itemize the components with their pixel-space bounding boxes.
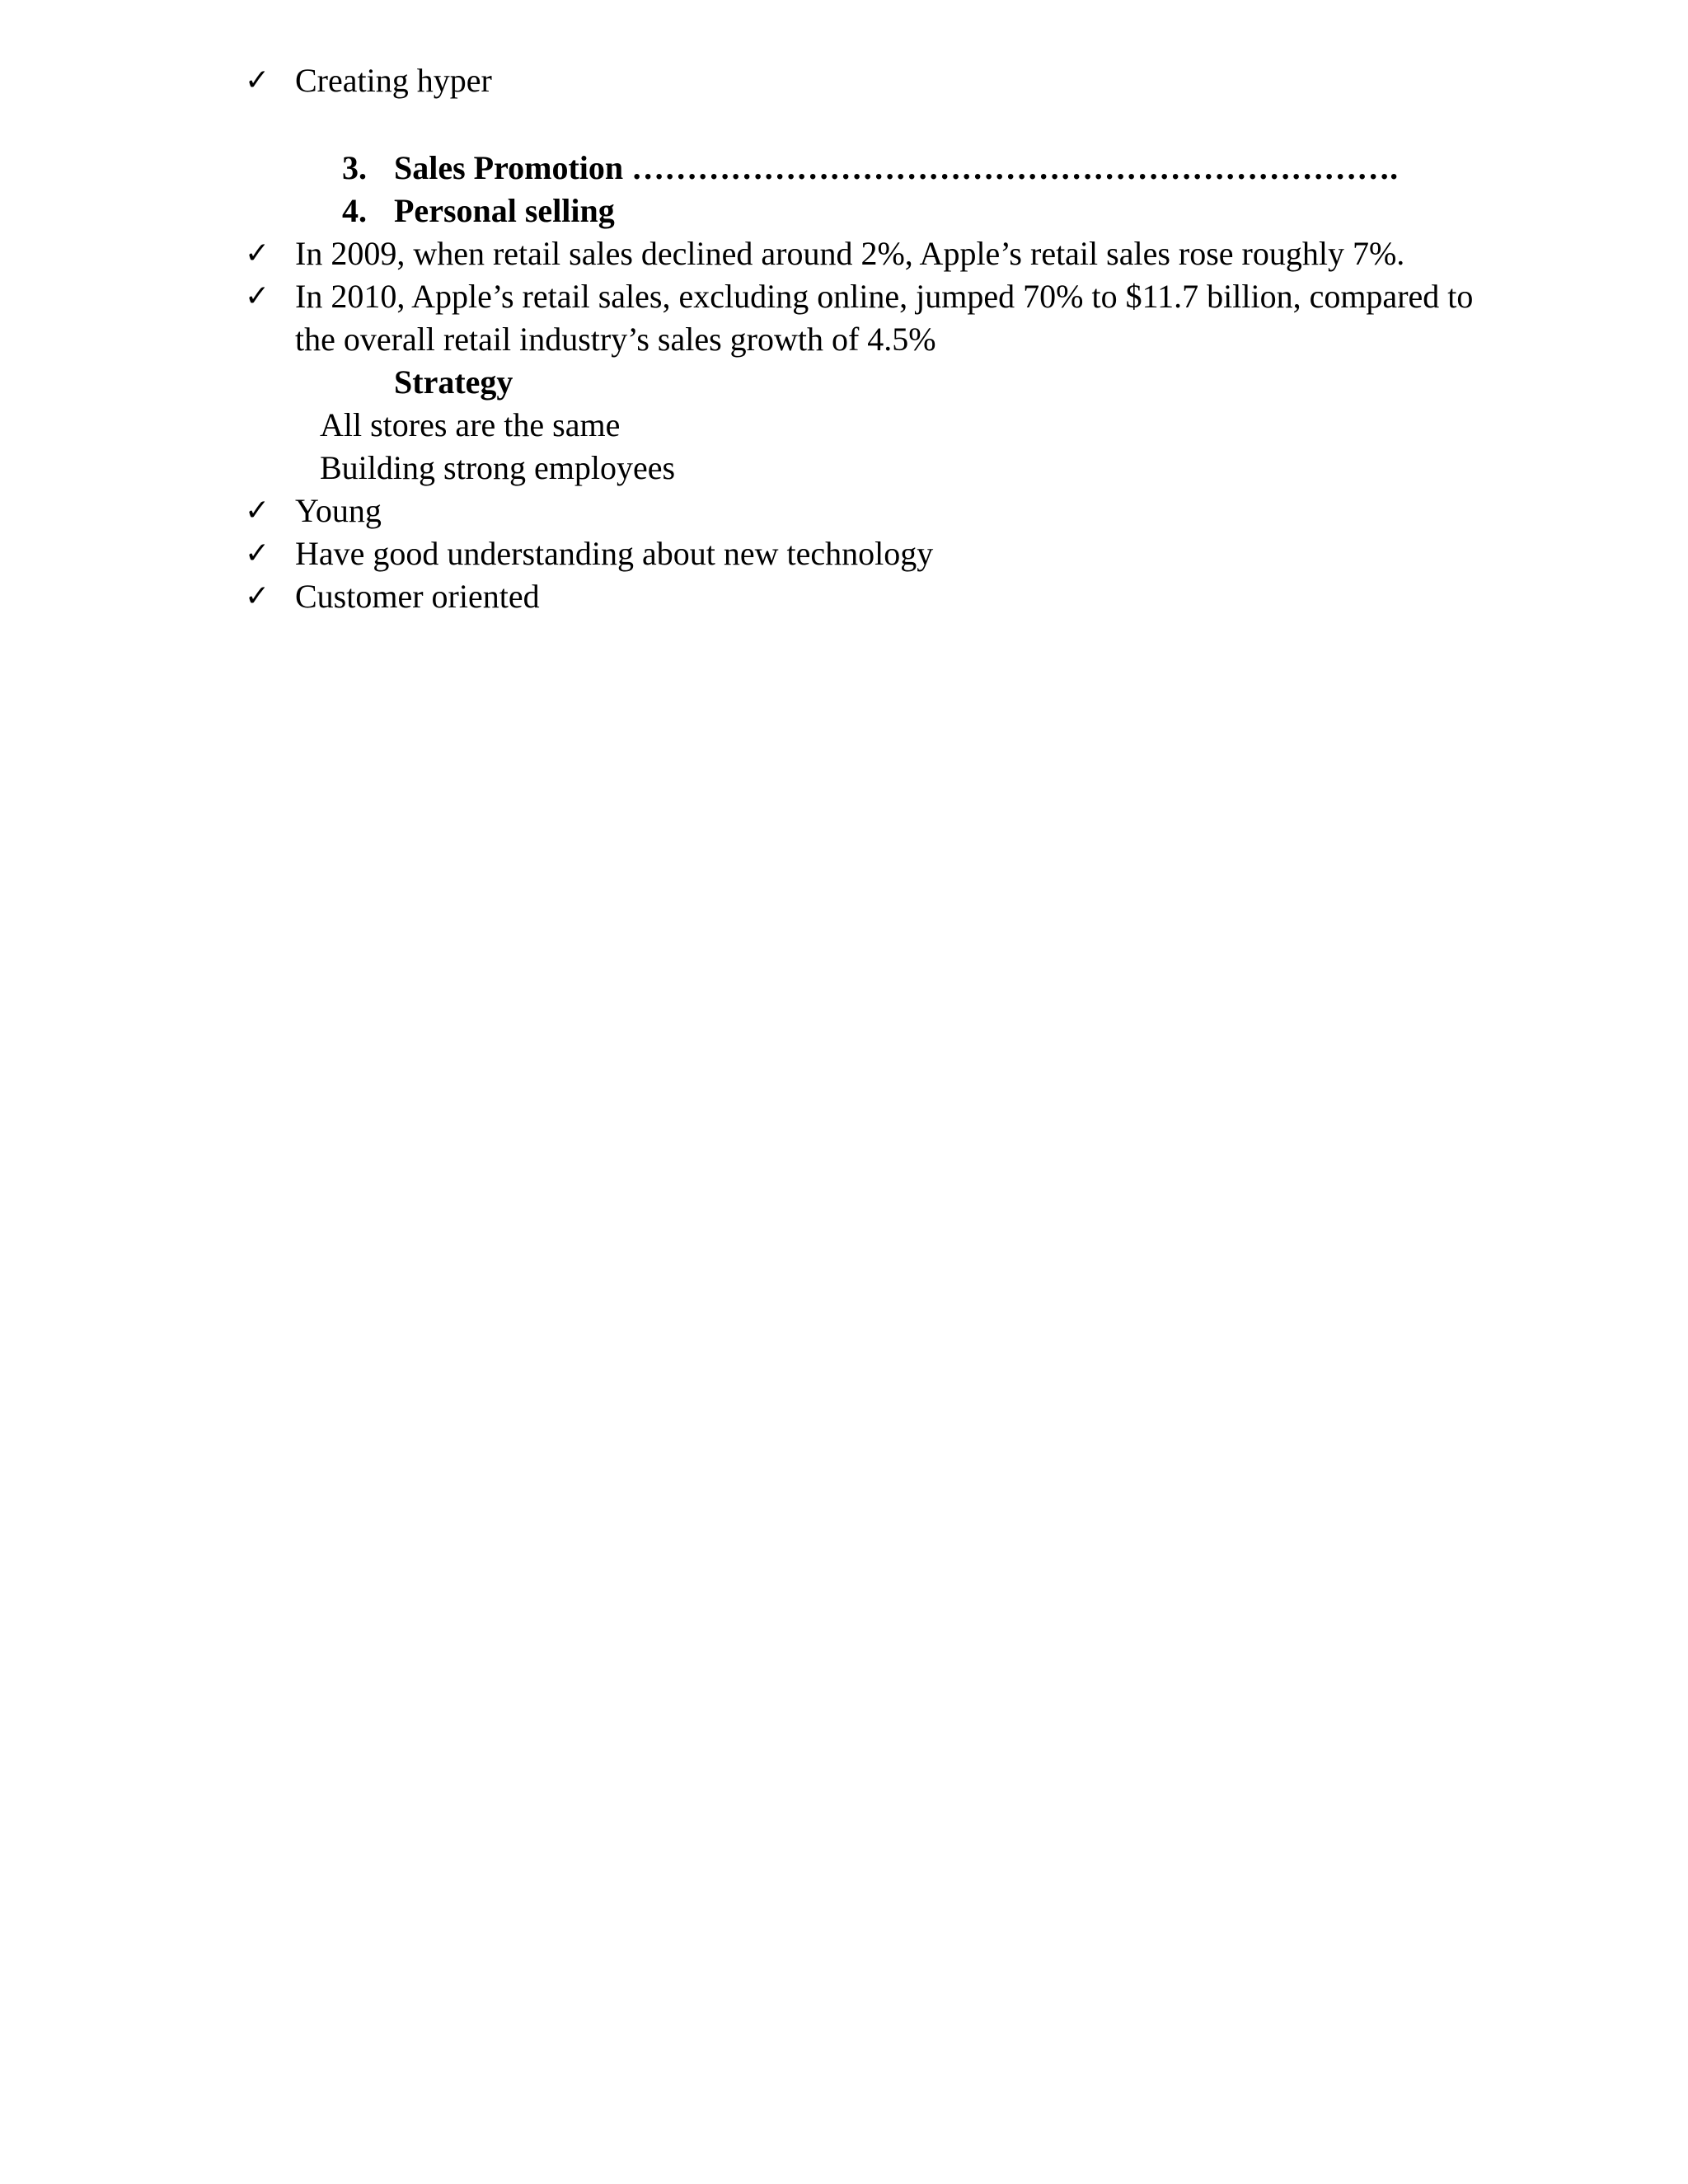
bullet-item-young: Young xyxy=(295,492,382,529)
bullet-item-2010-sales: In 2010, Apple’s retail sales, excluding online, jumped 70% to $11.7 billion, compared to xyxy=(295,278,1474,315)
checkmark-icon: ✓ xyxy=(245,494,270,527)
item-number: 3. xyxy=(342,149,367,186)
item-heading: Personal selling xyxy=(394,192,615,229)
bullet-item-technology: Have good understanding about new technology xyxy=(295,535,934,572)
item-number: 4. xyxy=(342,192,367,229)
checkmark-icon: ✓ xyxy=(245,279,270,313)
section-heading-strategy: Strategy xyxy=(394,363,513,401)
checkmark-icon: ✓ xyxy=(245,537,270,570)
checkmark-icon: ✓ xyxy=(245,237,270,270)
text-building-strong-employees: Building strong employees xyxy=(320,449,676,486)
checkmark-icon: ✓ xyxy=(245,579,270,613)
text-all-stores-same: All stores are the same xyxy=(320,406,621,443)
item-heading: Sales Promotion ……………………………………………………………. xyxy=(394,149,1399,186)
bullet-item-2009-sales: In 2009, when retail sales declined around 2%, Apple’s retail sales rose roughly 7%. xyxy=(295,235,1405,272)
checkmark-icon: ✓ xyxy=(245,63,270,97)
bullet-item-creating-hyper: Creating hyper xyxy=(295,62,492,99)
bullet-item-2010-sales-continued: the overall retail industry’s sales growth of 4.5% xyxy=(295,321,936,358)
bullet-item-customer-oriented: Customer oriented xyxy=(295,578,540,615)
